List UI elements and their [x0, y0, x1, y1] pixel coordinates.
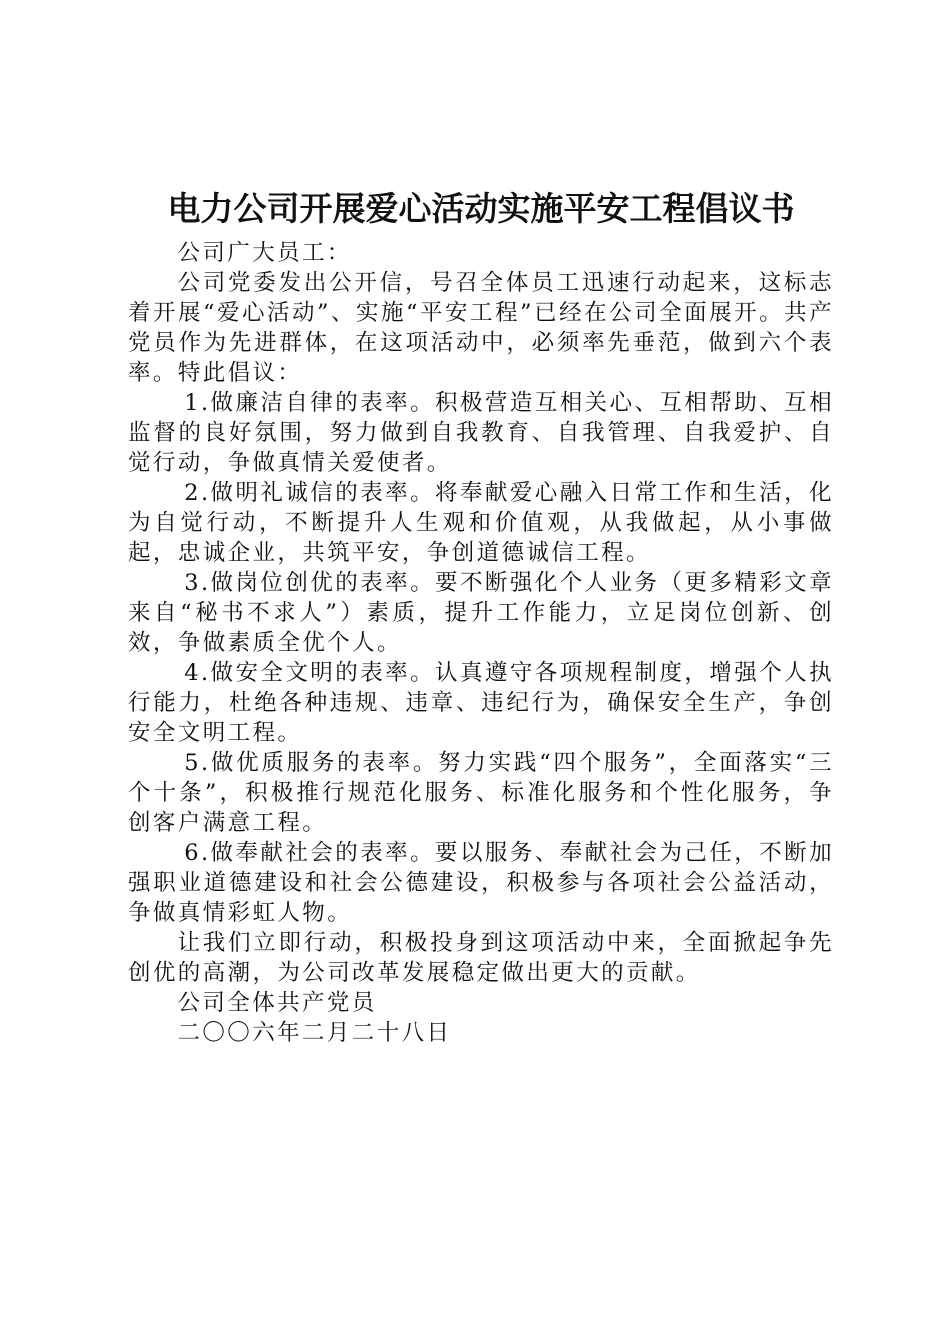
proposal-item-5: 5.做优质服务的表率。努力实践“四个服务”，全面落实“三个十条”，积极推行规范化服务、标准化服务和个性化服务，争创客户满意工程。	[128, 750, 834, 836]
closing-paragraph: 让我们立即行动，积极投身到这项活动中来，全面掀起争先创优的高潮，为公司改革发展稳定做出更大的贡献。	[128, 930, 834, 986]
document-title: 电力公司开展爱心活动实施平安工程倡议书	[167, 189, 795, 228]
document-date: 二〇〇六年二月二十八日	[177, 1020, 452, 1046]
proposal-item-3: 3.做岗位创优的表率。要不断强化个人业务（更多精彩文章来自“秘书不求人”）素质，提升工作能力，立足岗位创新、创效，争做素质全优个人。	[128, 570, 834, 656]
proposal-item-4: 4.做安全文明的表率。认真遵守各项规程制度，增强个人执行能力，杜绝各种违规、违章、违纪行为，确保安全生产，争创安全文明工程。	[128, 660, 834, 746]
signature: 公司全体共产党员	[177, 990, 377, 1016]
intro-paragraph: 公司党委发出公开信，号召全体员工迅速行动起来，这标志着开展“爱心活动”、实施“平安工程”已经在公司全面展开。共产党员作为先进群体，在这项活动中，必须率先垂范，做到六个表率。特此倡议：	[128, 270, 834, 386]
proposal-item-6: 6.做奉献社会的表率。要以服务、奉献社会为己任，不断加强职业道德建设和社会公德建设，积极参与各项社会公益活动，争做真情彩虹人物。	[128, 840, 834, 926]
proposal-item-1: 1.做廉洁自律的表率。积极营造互相关心、互相帮助、互相监督的良好氛围，努力做到自我教育、自我管理、自我爱护、自觉行动，争做真情关爱使者。	[128, 390, 834, 476]
proposal-item-2: 2.做明礼诚信的表率。将奉献爱心融入日常工作和生活，化为自觉行动，不断提升人生观和价值观，从我做起，从小事做起，忠诚企业，共筑平安，争创道德诚信工程。	[128, 480, 834, 566]
document-page	[128, 186, 834, 1048]
salutation: 公司广大员工：	[177, 240, 352, 266]
